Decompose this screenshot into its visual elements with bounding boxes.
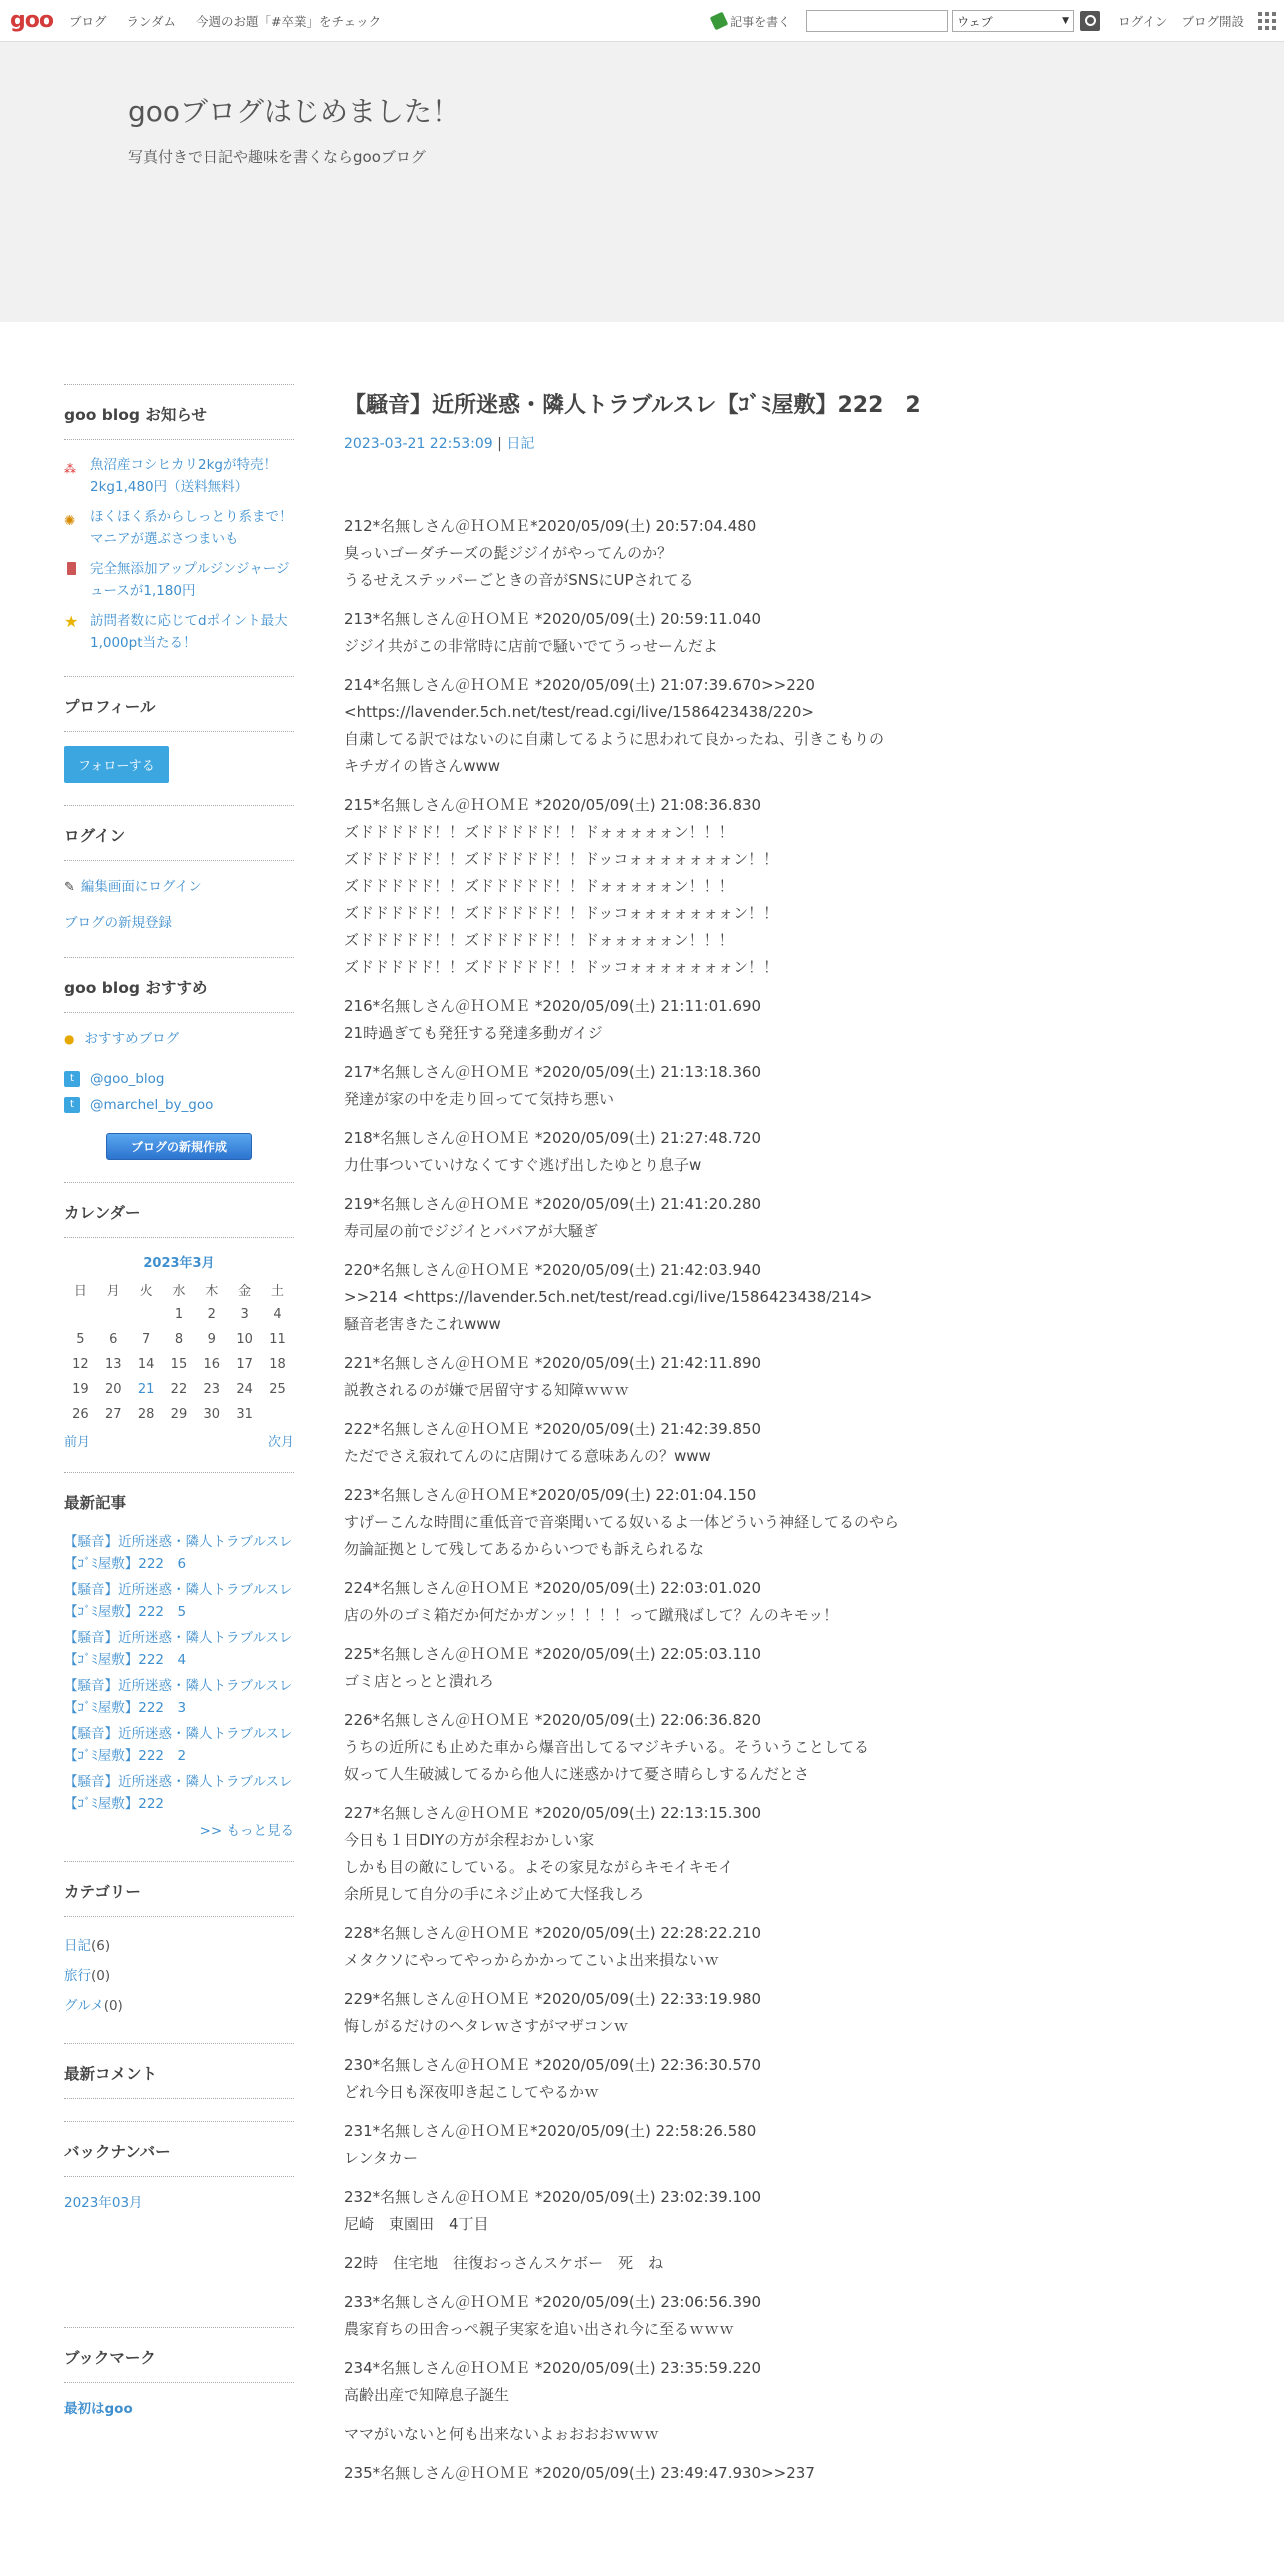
post-line: 発達が家の中を走り回ってて気持ち悪い <box>344 1090 615 1108</box>
blog-header <box>0 42 1284 322</box>
post-entry <box>344 1257 1224 1338</box>
login-link[interactable]: ログイン <box>1118 14 1168 29</box>
post-line: 235*名無しさん＠ＨＯＭＥ *2020/05/09(土) 23:49:47.930>>237 <box>344 2464 815 2482</box>
calendar-day <box>64 1302 97 1327</box>
post-entry <box>344 1707 1224 1788</box>
post-category[interactable]: 日記 <box>506 436 535 452</box>
comment-heading: 最新コメント <box>64 2062 294 2099</box>
post-body <box>344 513 1224 2487</box>
post-line: うちの近所にも止めた車から爆音出してるマジキチいる。そういうことしてる <box>344 1738 870 1756</box>
post-line: 22時 住宅地 往復おっさんスケボー 死 ね <box>344 2254 664 2272</box>
calendar-day: 11 <box>269 1332 286 1347</box>
post-entry <box>344 513 1224 594</box>
news-item[interactable] <box>64 558 294 602</box>
profile-heading: プロフィール <box>64 695 294 732</box>
recent-post-link[interactable]: 【騒音】近所迷惑・隣人トラブルスレ【ｺﾞﾐ屋敷】222 <box>64 1774 293 1812</box>
category-link[interactable]: 日記 <box>64 1938 91 1954</box>
chevron-down-icon: ▼ <box>1062 16 1070 26</box>
goo-logo[interactable]: goo <box>10 8 53 33</box>
category-section <box>64 1861 294 2021</box>
create-blog-button[interactable]: ブログの新規作成 <box>106 1133 252 1160</box>
calendar-day: 20 <box>104 1382 122 1397</box>
post-line: ズドドドドド！！ズドドドドド！！ドォォォォォン！！！ <box>344 931 734 949</box>
calendar-day: 17 <box>236 1357 253 1372</box>
pen-icon: ✎ <box>64 879 75 895</box>
post-line: 高齢出産で知障息子誕生 <box>344 2386 510 2404</box>
post-line: 213*名無しさん＠ＨＯＭＥ *2020/05/09(土) 20:59:11.040 <box>344 610 762 628</box>
backnumber-link[interactable]: 2023年03月 <box>64 2195 143 2211</box>
recent-post-link[interactable]: 【騒音】近所迷惑・隣人トラブルスレ【ｺﾞﾐ屋敷】222 3 <box>64 1678 293 1716</box>
post-entry <box>344 2355 1224 2409</box>
post-entry <box>344 1800 1224 1908</box>
calendar-day: 16 <box>203 1357 221 1372</box>
post-line: 225*名無しさん＠ＨＯＭＥ *2020/05/09(土) 22:05:03.110 <box>344 1645 762 1663</box>
calendar-weekday-row <box>64 1277 294 1302</box>
calendar-day: 23 <box>203 1382 221 1397</box>
calendar-day: 30 <box>203 1407 221 1422</box>
post-line: 自粛してる訳ではないのに自粛してるように思われて良かったね、引きこもりの <box>344 730 885 748</box>
calendar-day: 2 <box>207 1307 216 1322</box>
search-scope-value: ウェブ <box>957 14 993 29</box>
category-link[interactable]: 旅行 <box>64 1968 91 1984</box>
write-article-label: 記事を書く <box>730 14 791 29</box>
news-section <box>64 384 294 654</box>
news-link[interactable]: 完全無添加アップルジンジャージュースが1,180円 <box>90 561 290 599</box>
post-line: 店の外のゴミ箱だか何だかガンッ！！！！って蹴飛ばして？んのキモッ！ <box>344 1606 839 1624</box>
search-scope-select[interactable] <box>952 10 1074 32</box>
post-line: 力仕事ついていけなくてすぐ逃げ出したゆとり息子w <box>344 1156 702 1174</box>
post-entry <box>344 1920 1224 1974</box>
apps-grid-icon[interactable] <box>1258 12 1276 30</box>
blog-title[interactable]: gooブログはじめました！ <box>128 95 461 128</box>
calendar-week <box>64 1377 294 1402</box>
recommend-row[interactable] <box>64 1027 294 1051</box>
calendar-month[interactable]: 2023年3月 <box>143 1256 215 1271</box>
top-navigation-bar <box>0 0 1284 42</box>
post-line: 寿司屋の前でジジイとババアが大騒ぎ <box>344 1222 598 1240</box>
post-meta <box>344 433 1224 453</box>
post-line: ズドドドドド！！ズドドドドド！！ドッコォォォォォォォン！！ <box>344 850 779 868</box>
more-posts-link[interactable]: >> もっと見る <box>199 1823 294 1839</box>
calendar-day: 31 <box>236 1407 253 1422</box>
post-line: 222*名無しさん＠ＨＯＭＥ *2020/05/09(土) 21:42:39.850 <box>344 1420 762 1438</box>
post-line: 231*名無しさん＠ＨＯＭＥ*2020/05/09(土) 22:58:26.580 <box>344 2122 757 2140</box>
post-line: 228*名無しさん＠ＨＯＭＥ *2020/05/09(土) 22:28:22.210 <box>344 1924 762 1942</box>
post-entry <box>344 2289 1224 2343</box>
post-line: ズドドドドド！！ズドドドドド！！ドォォォォォン！！！ <box>344 877 734 895</box>
weekday-label: 月 <box>106 1284 120 1299</box>
post-line: 216*名無しさん＠ＨＯＭＥ *2020/05/09(土) 21:11:01.690 <box>344 997 762 1015</box>
rice-icon: ⁂ <box>64 462 76 476</box>
calendar-heading: カレンダー <box>64 1201 294 1238</box>
pencil-icon <box>710 12 729 31</box>
news-item[interactable] <box>64 610 294 654</box>
post-line: すげーこんな時間に重低音で音楽聞いてる奴いるよ一体どういう神経してるのやら <box>344 1513 900 1531</box>
calendar-day: 9 <box>207 1332 216 1347</box>
weekday-label: 水 <box>172 1284 186 1299</box>
top-link-random[interactable]: ランダム <box>126 13 177 29</box>
recent-section <box>64 1472 294 1839</box>
twitter-link[interactable]: @goo_blog <box>90 1071 165 1087</box>
calendar-day: 15 <box>170 1357 188 1372</box>
calendar-table <box>64 1277 294 1427</box>
twitter-row[interactable] <box>64 1071 294 1087</box>
calendar-day: 13 <box>104 1357 122 1372</box>
star-icon: ★ <box>64 612 79 631</box>
post-line: ただでさえ寂れてんのに店開けてる意味あんの？www <box>344 1447 711 1465</box>
profile-section <box>64 676 294 783</box>
recent-post-link[interactable]: 【騒音】近所迷惑・隣人トラブルスレ【ｺﾞﾐ屋敷】222 6 <box>64 1534 293 1572</box>
post-entry <box>344 2421 1224 2448</box>
recommend-heading: goo blog おすすめ <box>64 976 294 1013</box>
top-right-tools <box>712 0 1284 42</box>
search-button[interactable] <box>1080 11 1100 31</box>
sweet-potato-icon: ✺ <box>64 513 76 529</box>
recent-heading: 最新記事 <box>64 1494 127 1512</box>
search-input[interactable] <box>806 10 948 32</box>
news-heading: goo blog お知らせ <box>64 403 294 440</box>
calendar-week <box>64 1402 294 1427</box>
comment-section <box>64 2043 294 2099</box>
recommend-link[interactable]: おすすめブログ <box>84 1031 180 1047</box>
blog-description: 写真付きで日記や趣味を書くならgooブログ <box>128 148 426 166</box>
calendar-day: 12 <box>72 1357 89 1372</box>
post-line: 233*名無しさん＠ＨＯＭＥ *2020/05/09(土) 23:06:56.390 <box>344 2293 762 2311</box>
post-entry <box>344 672 1224 780</box>
weekday-label: 土 <box>271 1284 285 1299</box>
write-article-link[interactable] <box>712 13 790 30</box>
calendar-day: 10 <box>236 1332 253 1347</box>
post-line: <https://lavender.5ch.net/test/read.cgi/live/1586423438/220> <box>344 703 814 721</box>
category-count: (6) <box>91 1938 111 1954</box>
main-content <box>344 384 1224 2499</box>
post-entry <box>344 2052 1224 2106</box>
post-entry <box>344 1482 1224 1563</box>
category-link[interactable]: グルメ <box>64 1998 104 2014</box>
edit-login-row[interactable] <box>64 875 294 899</box>
twitter-link[interactable]: @marchel_by_goo <box>90 1097 214 1113</box>
calendar-nav <box>64 1431 294 1450</box>
post-line: ズドドドドド！！ズドドドドド！！ドォォォォォン！！！ <box>344 823 734 841</box>
calendar-day <box>130 1302 163 1327</box>
category-item <box>64 1931 294 1961</box>
category-count: (0) <box>103 1998 123 2014</box>
edit-login-link[interactable]: 編集画面にログイン <box>80 879 202 895</box>
category-count: (0) <box>91 1968 111 1984</box>
post-entry <box>344 792 1224 981</box>
open-blog-link[interactable]: ブログ開設 <box>1181 14 1244 29</box>
recent-post-link[interactable]: 【騒音】近所迷惑・隣人トラブルスレ【ｺﾞﾐ屋敷】222 2 <box>64 1726 293 1764</box>
post-entry <box>344 1641 1224 1695</box>
post-line: 悔しがるだけのヘタレｗさすがマザコンｗ <box>344 2017 629 2035</box>
calendar-day-linked[interactable]: 21 <box>137 1382 155 1397</box>
backnumber-section <box>64 2121 294 2305</box>
post-line: 214*名無しさん＠ＨＯＭＥ *2020/05/09(土) 21:07:39.670>>220 <box>344 676 815 694</box>
calendar-day: 25 <box>269 1382 286 1397</box>
post-entry <box>344 1059 1224 1113</box>
news-link[interactable]: ほくほく系からしっとり系まで！マニアが選ぶさつまいも <box>90 509 293 547</box>
post-line: 尼崎 東園田 4丁目 <box>344 2215 489 2233</box>
calendar-day: 18 <box>269 1357 286 1372</box>
post-entry <box>344 1575 1224 1629</box>
post-entry <box>344 993 1224 1047</box>
post-line: しかも目の敵にしている。よその家見ながらキモイキモイ <box>344 1858 734 1876</box>
post-line: ゴミ店とっとと潰れろ <box>344 1672 494 1690</box>
calendar-day: 3 <box>240 1307 249 1322</box>
post-line: キチガイの皆さんwww <box>344 757 501 775</box>
post-entry <box>344 2184 1224 2238</box>
post-line: 21時過ぎても発狂する発達多動ガイジ <box>344 1024 603 1042</box>
calendar-day: 27 <box>104 1407 122 1422</box>
calendar-day: 29 <box>170 1407 188 1422</box>
calendar-day: 28 <box>137 1407 155 1422</box>
news-item[interactable] <box>64 506 294 550</box>
backnumber-heading: バックナンバー <box>64 2140 294 2177</box>
post-line: 226*名無しさん＠ＨＯＭＥ *2020/05/09(土) 22:06:36.820 <box>344 1711 762 1729</box>
recent-post-link[interactable]: 【騒音】近所迷惑・隣人トラブルスレ【ｺﾞﾐ屋敷】222 5 <box>64 1582 293 1620</box>
calendar-day: 4 <box>273 1307 282 1322</box>
post-entry <box>344 1416 1224 1470</box>
post-title[interactable]: 【騒音】近所迷惑・隣人トラブルスレ【ｺﾞﾐ屋敷】222 2 <box>344 393 921 418</box>
post-line: 221*名無しさん＠ＨＯＭＥ *2020/05/09(土) 21:42:11.890 <box>344 1354 762 1372</box>
post-entry <box>344 1125 1224 1179</box>
calendar-day: 24 <box>236 1382 253 1397</box>
post-line: 215*名無しさん＠ＨＯＭＥ *2020/05/09(土) 21:08:36.830 <box>344 796 762 814</box>
calendar-day: 26 <box>72 1407 89 1422</box>
calendar-day: 14 <box>137 1357 155 1372</box>
post-line: 217*名無しさん＠ＨＯＭＥ *2020/05/09(土) 21:13:18.360 <box>344 1063 762 1081</box>
top-link-blog[interactable]: ブログ <box>68 13 107 29</box>
post-line: 奴って人生破滅してるから他人に迷惑かけて憂さ晴らしするんだとさ <box>344 1765 810 1783</box>
calendar-week <box>64 1352 294 1377</box>
calendar-day: 8 <box>174 1332 184 1347</box>
post-line: ズドドドドド！！ズドドドドド！！ドッコォォォォォォォン！！ <box>344 904 779 922</box>
post-line: 説教されるのが嫌で居留守する知障ｗｗｗ <box>344 1381 630 1399</box>
post-line: ママがいないと何も出来ないよぉおおおｗｗｗ <box>344 2425 660 2443</box>
post-line: 229*名無しさん＠ＨＯＭＥ *2020/05/09(土) 22:33:19.980 <box>344 1990 762 2008</box>
prev-month-link[interactable]: 前月 <box>64 1435 91 1450</box>
recommend-section <box>64 957 294 1160</box>
calendar-day: 5 <box>76 1332 85 1347</box>
bookmark-section <box>64 2327 294 2421</box>
post-line: 余所見して自分の手にネジ止めて大怪我しろ <box>344 1885 645 1903</box>
post-date[interactable]: 2023-03-21 22:53:09 <box>344 436 493 452</box>
calendar-day <box>97 1302 130 1327</box>
category-item <box>64 1991 294 2021</box>
login-section <box>64 805 294 935</box>
weekday-label: 金 <box>238 1284 252 1299</box>
bookmark-link[interactable]: 最初はgoo <box>64 2401 133 2417</box>
register-link[interactable]: ブログの新規登録 <box>64 915 172 931</box>
twitter-icon: t <box>64 1097 80 1113</box>
post-entry <box>344 1191 1224 1245</box>
post-line: 219*名無しさん＠ＨＯＭＥ *2020/05/09(土) 21:41:20.280 <box>344 1195 762 1213</box>
post-line: 農家育ちの田舎っぺ親子実家を追い出され今に至るｗｗｗ <box>344 2320 735 2338</box>
bookmark-heading: ブックマーク <box>64 2346 294 2383</box>
post-line: 騒音老害きたこれwww <box>344 1315 501 1333</box>
bulb-icon: ● <box>64 1032 75 1046</box>
post-line: 勿論証拠として残してあるからいつでも訴えられるな <box>344 1540 705 1558</box>
calendar-week <box>64 1327 294 1352</box>
twitter-icon: t <box>64 1071 80 1087</box>
post-line: 234*名無しさん＠ＨＯＭＥ *2020/05/09(土) 23:35:59.220 <box>344 2359 762 2377</box>
juice-icon <box>64 562 80 576</box>
calendar-section <box>64 1182 294 1450</box>
top-links <box>69 12 381 30</box>
weekday-label: 火 <box>139 1284 153 1299</box>
post-line: >>214 <https://lavender.5ch.net/test/read.cgi/live/1586423438/214> <box>344 1288 873 1306</box>
follow-button[interactable]: フォローする <box>64 746 169 783</box>
post-line: メタクソにやってやっからかかってこいよ出来損ないｗ <box>344 1951 720 1969</box>
post-line: 218*名無しさん＠ＨＯＭＥ *2020/05/09(土) 21:27:48.720 <box>344 1129 762 1147</box>
twitter-row[interactable] <box>64 1097 294 1113</box>
post-line: 今日も１日DIYの方が余程おかしい家 <box>344 1831 595 1849</box>
calendar-day <box>261 1402 294 1427</box>
calendar-day: 7 <box>141 1332 151 1347</box>
account-links <box>1118 12 1244 30</box>
calendar-day: 19 <box>72 1382 89 1397</box>
login-heading: ログイン <box>64 824 294 861</box>
post-entry <box>344 2118 1224 2172</box>
news-link[interactable]: 訪問者数に応じてdポイント最大1,000pt当たる！ <box>90 613 288 651</box>
news-link[interactable]: 魚沼産コシヒカリ2kgが特売！2kg1,480円（送料無料） <box>90 457 277 495</box>
weekday-label: 木 <box>205 1284 219 1299</box>
calendar-day: 6 <box>109 1332 118 1347</box>
post-entry <box>344 2250 1224 2277</box>
post-line: ジジイ共がこの非常時に店前で騒いでてうっせーんだよ <box>344 637 718 655</box>
post-line: うるせえステッパーごときの音がSNSにUPされてる <box>344 571 694 589</box>
calendar-day: 22 <box>170 1382 188 1397</box>
post-line: 230*名無しさん＠ＨＯＭＥ *2020/05/09(土) 22:36:30.570 <box>344 2056 762 2074</box>
meta-separator: | <box>492 436 507 452</box>
post-line: 223*名無しさん＠ＨＯＭＥ*2020/05/09(土) 22:01:04.150 <box>344 1486 757 1504</box>
category-item <box>64 1961 294 1991</box>
weekday-label: 日 <box>73 1284 87 1299</box>
post-line: 224*名無しさん＠ＨＯＭＥ *2020/05/09(土) 22:03:01.020 <box>344 1579 762 1597</box>
recent-post-link[interactable]: 【騒音】近所迷惑・隣人トラブルスレ【ｺﾞﾐ屋敷】222 4 <box>64 1630 293 1668</box>
post-line: レンタカー <box>344 2149 419 2167</box>
post-line: ズドドドドド！！ズドドドドド！！ドッコォォォォォォォン！！ <box>344 958 779 976</box>
post-line: 227*名無しさん＠ＨＯＭＥ *2020/05/09(土) 22:13:15.300 <box>344 1804 762 1822</box>
post-line: 212*名無しさん＠ＨＯＭＥ*2020/05/09(土) 20:57:04.480 <box>344 517 757 535</box>
category-heading: カテゴリー <box>64 1880 294 1917</box>
sidebar <box>64 384 294 2443</box>
post-line: 220*名無しさん＠ＨＯＭＥ *2020/05/09(土) 21:42:03.940 <box>344 1261 762 1279</box>
post-line: 232*名無しさん＠ＨＯＭＥ *2020/05/09(土) 23:02:39.100 <box>344 2188 762 2206</box>
post-entry <box>344 1350 1224 1404</box>
calendar-week <box>64 1302 294 1327</box>
next-month-link[interactable]: 次月 <box>267 1435 294 1450</box>
calendar-day: 1 <box>174 1307 184 1322</box>
top-link-weekly-theme[interactable]: 今週のお題「#卒業」をチェック <box>196 13 382 29</box>
post-line: どれ今日も深夜叩き起こしてやるかｗ <box>344 2083 600 2101</box>
post-line: 臭っいゴーダチーズの髭ジジイがやってんのか？ <box>344 544 673 562</box>
post-entry <box>344 2460 1224 2487</box>
post-entry <box>344 1986 1224 2040</box>
news-item[interactable] <box>64 454 294 498</box>
post-entry <box>344 606 1224 660</box>
